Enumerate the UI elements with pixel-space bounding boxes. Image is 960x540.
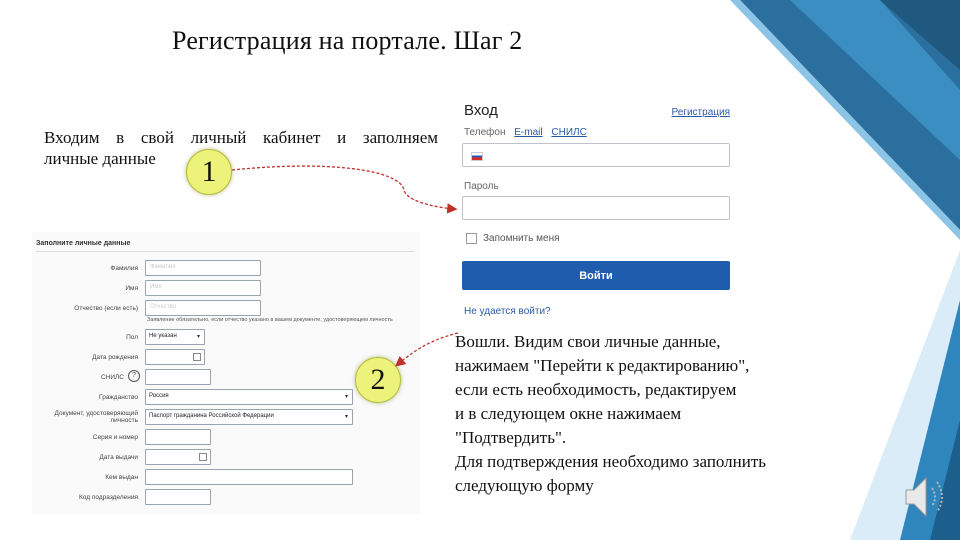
password-label: Пароль <box>464 181 499 192</box>
speaker-icon[interactable] <box>900 470 950 524</box>
placeholder: Отчество <box>150 304 177 310</box>
intro-line-1: Входим в свой личный кабинет и заполняем <box>44 128 438 147</box>
description-line: "Подтвердить". <box>455 428 567 447</box>
forgot-link[interactable]: Не удается войти? <box>464 306 551 317</box>
placeholder: Имя <box>150 284 162 290</box>
description-line: нажимаем "Перейти к редактированию", <box>455 356 750 375</box>
arrow-to-form <box>397 333 458 365</box>
step-1-badge: 1 <box>186 149 232 195</box>
description-line: Вошли. Видим свои личные данные, <box>455 332 721 351</box>
patronymic-note: Заявление обязательно, если отчество указано в вашем документе, удостоверяющем личность <box>147 317 393 323</box>
row-label: Дата выдачи <box>99 454 138 461</box>
chevron-down-icon: ▾ <box>344 394 348 400</box>
intro-line-2: личные данные <box>44 149 156 168</box>
select-value: Паспорт гражданина Российской Федерации <box>149 413 274 419</box>
select-value: Россия <box>149 393 169 399</box>
select-value: Не указан <box>149 333 177 339</box>
chevron-down-icon: ▾ <box>196 334 200 340</box>
tab-phone[interactable]: Телефон <box>464 127 506 138</box>
row-label: Отчество (если есть) <box>74 305 138 312</box>
description-line: если есть необходимость, редактируем <box>455 380 737 399</box>
row-label: Фамилия <box>110 265 138 272</box>
login-button[interactable]: Войти <box>462 261 730 290</box>
remember-label: Запомнить меня <box>483 233 560 245</box>
description-line: следующую форму <box>455 476 594 495</box>
placeholder: Фамилия <box>150 264 176 270</box>
description-line: и в следующем окне нажимаем <box>455 404 682 423</box>
register-link[interactable]: Регистрация <box>671 107 730 118</box>
row-label: Серия и номер <box>92 434 138 441</box>
chevron-down-icon: ▾ <box>344 414 348 420</box>
row-label: Имя <box>125 285 138 292</box>
row-label: Гражданство <box>99 394 138 401</box>
arrow-to-login <box>232 166 455 209</box>
description-line: Для подтверждения необходимо заполнить <box>455 452 767 471</box>
form-title: Заполните личные данные <box>36 240 131 247</box>
tab-email[interactable]: E-mail <box>514 127 543 138</box>
row-label: Кем выдан <box>105 474 138 481</box>
login-title: Вход <box>464 102 498 119</box>
row-label: Дата рождения <box>92 354 138 361</box>
step-2-badge: 2 <box>355 357 401 403</box>
help-icon[interactable]: ? <box>128 370 140 382</box>
description-text <box>455 330 855 498</box>
row-label: Пол <box>126 334 138 341</box>
row-label: Документ, удостоверяющий личность <box>54 410 138 424</box>
row-label: СНИЛС <box>100 374 124 381</box>
tab-snils[interactable]: СНИЛС <box>551 127 587 138</box>
row-label: Код подразделения <box>79 494 138 501</box>
slide-title: Регистрация на портале. Шаг 2 <box>172 26 523 55</box>
